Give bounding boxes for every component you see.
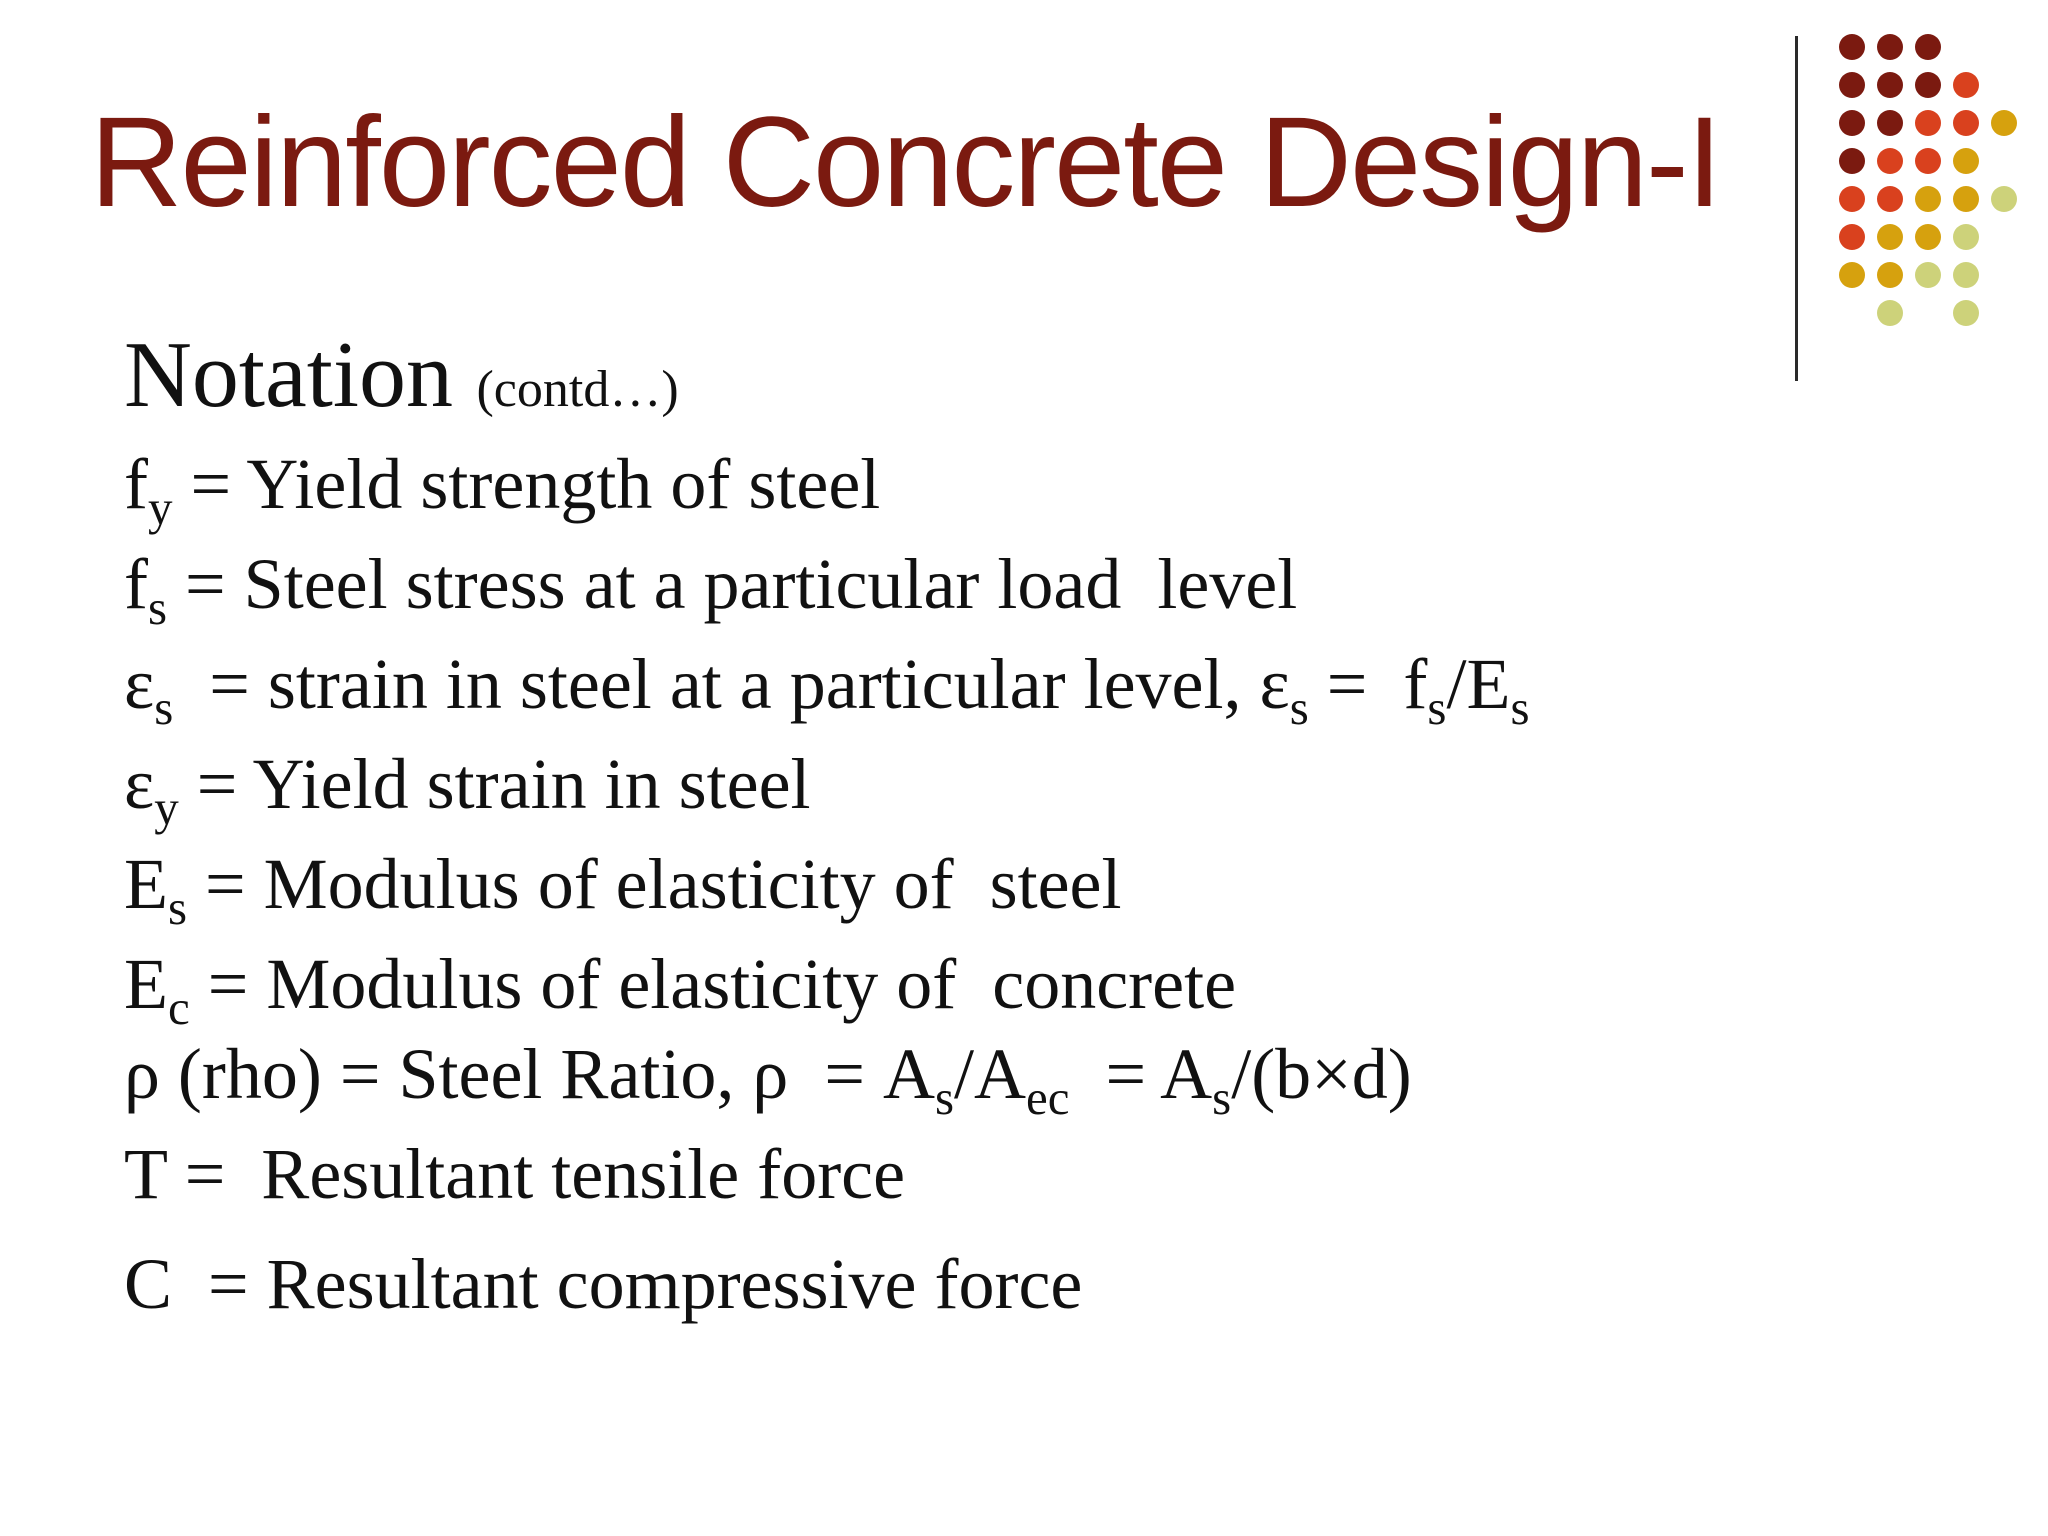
notation-equals: = [321,1034,399,1114]
decorative-dot [1839,110,1865,136]
formula-subscript: s [1510,679,1530,735]
formula-subscript: s [1427,679,1447,735]
notation-symbol: E [124,844,168,924]
notation-line [124,1242,1724,1326]
notation-line [124,442,1724,535]
notation-subscript: s [154,679,174,735]
notation-definition: Steel stress at a particular load level [243,544,1298,624]
notation-subscript: s [167,879,188,935]
notation-definition: Modulus of elasticity of concrete [266,944,1237,1024]
formula-subscript: s [1212,1069,1232,1125]
notation-definition: Resultant compressive force [266,1244,1083,1324]
decorative-dot [1877,34,1903,60]
notation-subscript: c [167,979,190,1035]
decorative-dot [1839,34,1865,60]
formula-symbol: ε [1259,644,1290,724]
decorative-dot [1877,300,1903,326]
formula-symbol: f [1403,644,1428,724]
notation-subscript: s [147,579,168,635]
decorative-dot [1877,186,1903,212]
notation-definition: Steel Ratio, ρ = A [398,1034,935,1114]
notation-line [124,1032,1724,1125]
decorative-dot [1877,148,1903,174]
decorative-dot [1953,186,1979,212]
decorative-dot [1839,186,1865,212]
notation-equals: = [166,1134,262,1214]
notation-symbol: ε [124,644,155,724]
decorative-dot [1839,262,1865,288]
formula-text: /E [1446,644,1511,724]
formula-subscript: s [1289,679,1309,735]
notation-line [124,542,1724,635]
notation-line [124,1132,1724,1216]
heading-suffix: (contd…) [476,361,679,418]
decorative-dot [1839,72,1865,98]
notation-symbol: ε [124,744,155,824]
notation-equals: = [178,744,253,824]
formula-text: = A [1069,1034,1213,1114]
decorative-dot [1877,110,1903,136]
notation-line [124,842,1724,935]
decorative-dot [1953,72,1979,98]
notation-subscript: y [154,779,179,835]
decorative-dot [1877,72,1903,98]
decorative-dot [1991,186,2017,212]
decorative-dot [1915,72,1941,98]
notation-line [124,742,1724,835]
decorative-dot [1839,148,1865,174]
formula-equals: = [1308,644,1404,724]
notation-equals: = [172,444,247,524]
notation-line [124,642,1724,735]
notation-definition: Yield strength of steel [246,444,881,524]
decorative-dot [1953,110,1979,136]
notation-equals: = [189,944,267,1024]
notation-symbol: f [124,544,148,624]
notation-definition: Yield strain in steel [252,744,811,824]
slide-title: Reinforced Concrete Design-I [90,91,1721,234]
decorative-dot [1953,300,1979,326]
decorative-dot [1839,224,1865,250]
notation-symbol: f [124,444,148,524]
decorative-dot [1915,262,1941,288]
decorative-dot [1991,110,2017,136]
decorative-dot [1915,148,1941,174]
decorative-dot [1915,34,1941,60]
decorative-dot [1915,186,1941,212]
notation-definition: Resultant tensile force [261,1134,906,1214]
formula-subscript: s [934,1069,955,1125]
section-heading [124,320,679,445]
notation-subscript: y [147,479,173,535]
notation-equals: = [172,1244,267,1324]
heading-text: Notation [124,323,453,427]
notation-symbol: T [124,1134,167,1214]
title-divider-line [1795,36,1798,381]
notation-definition: strain in steel at a particular level, [267,644,1260,724]
decorative-dot [1915,110,1941,136]
notation-equals: = [167,544,244,624]
notation-symbol: E [124,944,168,1024]
decorative-dot [1877,262,1903,288]
notation-symbol: C [124,1244,173,1324]
notation-definition: Modulus of elasticity of steel [263,844,1122,924]
notation-equals: = [173,644,268,724]
decorative-dot [1953,262,1979,288]
decorative-dot [1953,224,1979,250]
notation-equals: = [187,844,264,924]
decorative-dot [1877,224,1903,250]
formula-text: /(b×d) [1231,1034,1412,1114]
notation-symbol: ρ (rho) [124,1034,322,1114]
notation-line [124,942,1724,1035]
formula-text: /A [954,1034,1027,1114]
decorative-dot [1953,148,1979,174]
decorative-dot [1915,224,1941,250]
formula-subscript: ec [1026,1069,1070,1125]
